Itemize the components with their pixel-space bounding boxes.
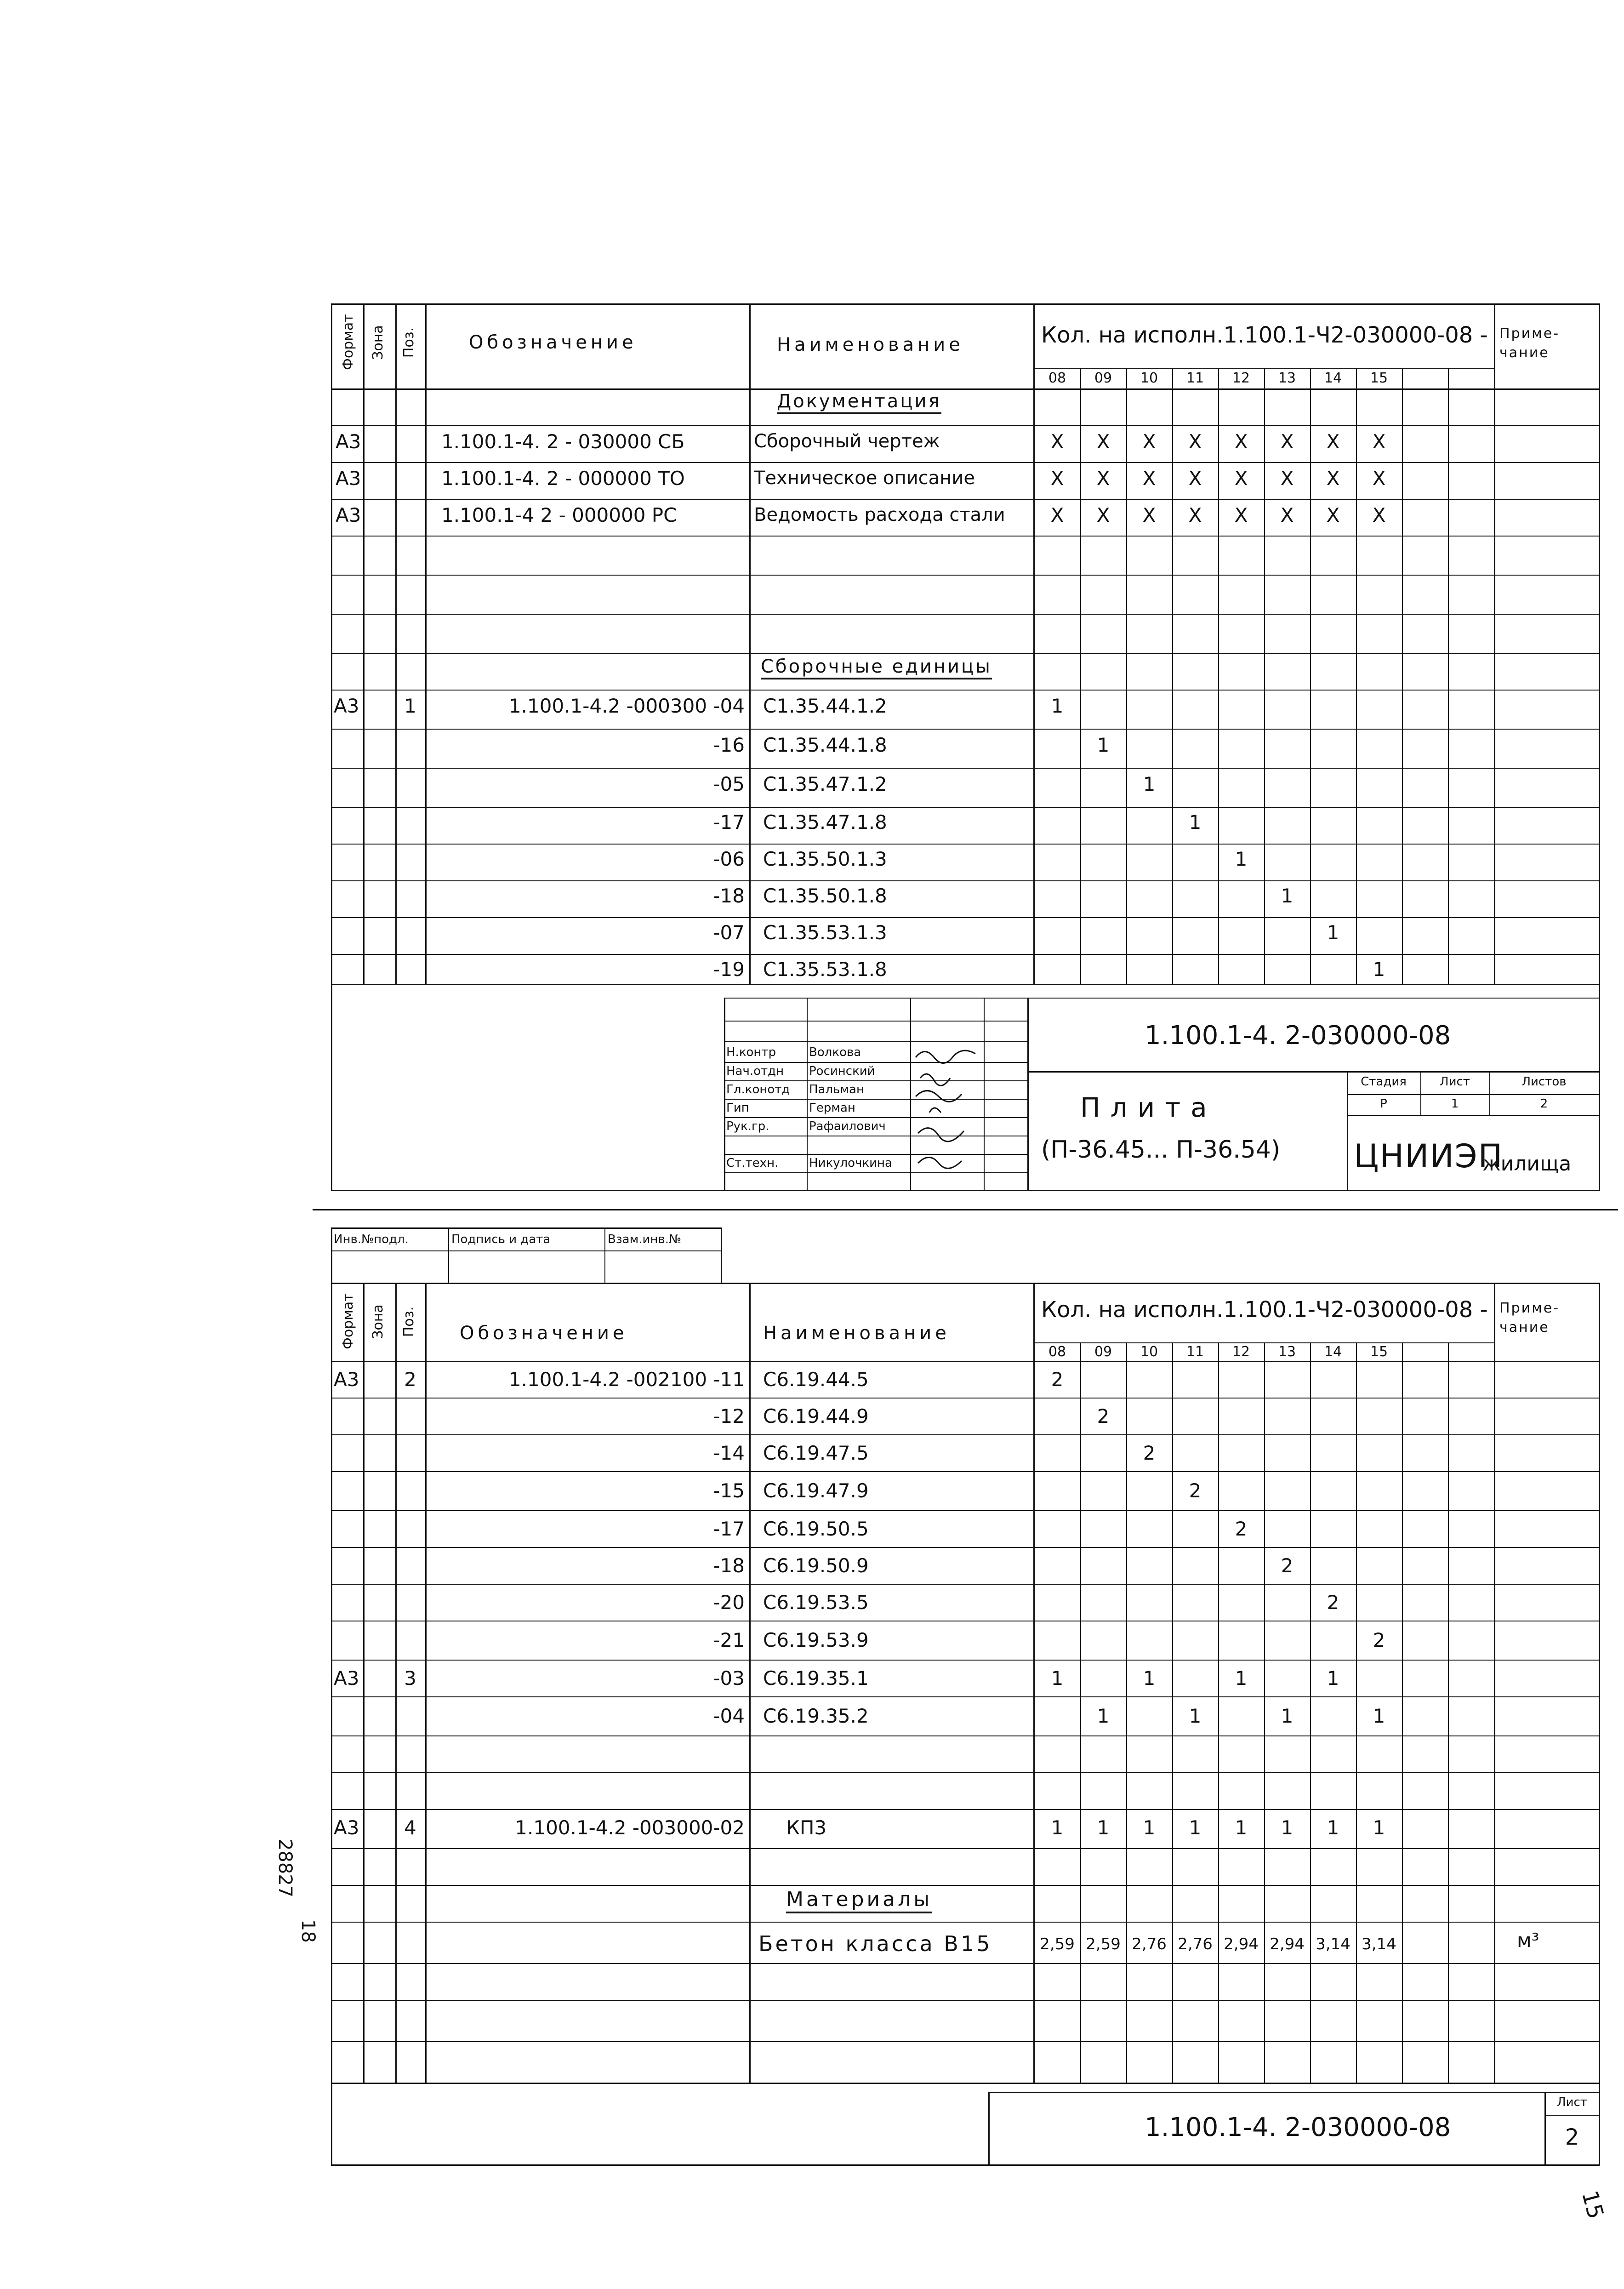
table-cell: Х bbox=[1188, 430, 1202, 453]
table-cell: С6.19.44.5 bbox=[763, 1368, 869, 1391]
table-cell: 4 bbox=[404, 1816, 416, 1839]
table-cell: С6.19.47.9 bbox=[763, 1479, 869, 1502]
table-cell: 3,14 bbox=[1362, 1935, 1396, 1953]
sheets-value: 2 bbox=[1540, 1097, 1548, 1111]
variant-15: 15 bbox=[1370, 1344, 1388, 1360]
product-subtitle: (П-36.45... П-36.54) bbox=[1041, 1136, 1281, 1164]
table-cell: А3 bbox=[334, 1368, 359, 1391]
table-cell: 1 bbox=[1051, 1816, 1064, 1839]
table-cell: 1 bbox=[1373, 1816, 1385, 1839]
header-note: Приме- чание bbox=[1499, 325, 1560, 361]
table-cell: -14 bbox=[713, 1442, 745, 1464]
table-cell: А3 bbox=[334, 1667, 359, 1690]
table-cell: Х bbox=[1326, 430, 1340, 453]
table-cell: 1.100.1-4.2 -003000-02 bbox=[515, 1816, 745, 1839]
table-cell: Сборочный чертеж bbox=[754, 431, 940, 452]
table-cell: 1.100.1-4. 2 - 000000 ТО bbox=[441, 467, 685, 490]
stamp-inv: Инв.№подл. bbox=[334, 1233, 409, 1246]
table-cell: С6.19.50.9 bbox=[763, 1554, 869, 1577]
table-cell: 1 bbox=[1373, 958, 1385, 981]
table-cell: 1 bbox=[1051, 1667, 1064, 1690]
table-cell: 1 bbox=[1327, 921, 1339, 944]
table-cell: -07 bbox=[713, 921, 745, 944]
table-cell: 1 bbox=[1143, 1816, 1156, 1839]
table-cell: А3 bbox=[336, 430, 361, 453]
table-cell: КП3 bbox=[786, 1816, 827, 1839]
table-cell: Техническое описание bbox=[754, 468, 975, 489]
header-designation: Обозначение bbox=[469, 332, 637, 353]
table-cell: С1.35.50.1.3 bbox=[763, 848, 887, 870]
table-cell: 1 bbox=[1097, 1816, 1110, 1839]
table-cell: С6.19.53.5 bbox=[763, 1591, 869, 1614]
stage-value: Р bbox=[1380, 1097, 1387, 1111]
table-cell: С6.19.35.2 bbox=[763, 1705, 869, 1727]
section-assembly-units: Сборочные единицы bbox=[761, 657, 992, 679]
header-zone: Зона bbox=[370, 325, 386, 360]
sheets-label: Листов bbox=[1521, 1075, 1567, 1089]
footer-sheet-value: 2 bbox=[1565, 2124, 1579, 2150]
table-cell: А3 bbox=[336, 467, 361, 490]
table-cell: -15 bbox=[713, 1479, 745, 1502]
header-pos: Поз. bbox=[401, 327, 417, 358]
person-name: Никулочкина bbox=[809, 1156, 892, 1170]
table-cell: 2,76 bbox=[1132, 1935, 1167, 1953]
stage-label: Стадия bbox=[1361, 1075, 1407, 1089]
table-cell: С6.19.35.1 bbox=[763, 1667, 869, 1690]
variant-14: 14 bbox=[1324, 1344, 1342, 1360]
table-cell: С1.35.53.1.8 bbox=[763, 958, 887, 981]
table-cell: С1.35.47.1.2 bbox=[763, 773, 887, 795]
table-cell: 2,59 bbox=[1086, 1935, 1121, 1953]
table-cell: 1 bbox=[1327, 1667, 1339, 1690]
table-cell: Х bbox=[1096, 504, 1110, 526]
stamp-swap-inv: Взам.инв.№ bbox=[608, 1233, 681, 1246]
table-cell: 1.100.1-4.2 -002100 -11 bbox=[508, 1368, 745, 1391]
section-documentation: Документация bbox=[777, 392, 941, 414]
role-label: Н.контр bbox=[726, 1045, 776, 1059]
table-cell: 1.100.1-4.2 -000300 -04 bbox=[508, 695, 745, 717]
table-cell: 1 bbox=[1051, 695, 1064, 717]
table-cell: 2 bbox=[1143, 1442, 1156, 1464]
header-zone: Зона bbox=[370, 1304, 386, 1339]
table-cell: Х bbox=[1142, 467, 1156, 490]
table-cell: 2 bbox=[1373, 1629, 1385, 1651]
table-cell: Х bbox=[1050, 504, 1064, 526]
table-cell: Х bbox=[1050, 430, 1064, 453]
person-name: Пальман bbox=[809, 1083, 864, 1096]
role-label: Ст.техн. bbox=[726, 1156, 779, 1170]
table-cell: А3 bbox=[336, 504, 361, 526]
table-cell: Х bbox=[1234, 504, 1248, 526]
header-name: Наименование bbox=[777, 334, 964, 355]
table-cell: м³ bbox=[1517, 1929, 1539, 1952]
table-cell: 1 bbox=[1143, 1667, 1156, 1690]
table-cell: Х bbox=[1188, 467, 1202, 490]
page-divider bbox=[313, 1209, 1618, 1210]
table-cell: -03 bbox=[713, 1667, 745, 1690]
header-designation: Обозначение bbox=[460, 1323, 628, 1344]
table-cell: 2 bbox=[1189, 1479, 1202, 1502]
role-label: Гип bbox=[726, 1101, 749, 1115]
variant-09: 09 bbox=[1094, 370, 1112, 386]
table-cell: 2,94 bbox=[1224, 1935, 1259, 1953]
table-cell: Х bbox=[1372, 504, 1386, 526]
role-label: Рук.гр. bbox=[726, 1119, 769, 1133]
header-name: Наименование bbox=[763, 1323, 950, 1344]
table-cell: 3,14 bbox=[1316, 1935, 1350, 1953]
variant-13: 13 bbox=[1278, 370, 1296, 386]
variant-10: 10 bbox=[1140, 1344, 1158, 1360]
table-cell: 1 bbox=[1281, 1705, 1294, 1727]
table-cell: Бетон класса В15 bbox=[758, 1931, 992, 1956]
table-cell: А3 bbox=[334, 1816, 359, 1839]
doc-number: 1.100.1-4. 2-030000-08 bbox=[1145, 1021, 1451, 1050]
table-cell: -18 bbox=[713, 1554, 745, 1577]
org-name: ЦНИИЭП bbox=[1354, 1137, 1504, 1175]
table-cell: С6.19.53.9 bbox=[763, 1629, 869, 1651]
table-cell: Х bbox=[1280, 504, 1294, 526]
table-cell: -20 bbox=[713, 1591, 745, 1614]
table-cell: 1 bbox=[1143, 773, 1156, 795]
table-cell: 1.100.1-4. 2 - 030000 СБ bbox=[441, 430, 685, 453]
table-cell: С1.35.50.1.8 bbox=[763, 885, 887, 907]
table-cell: 1 bbox=[404, 695, 416, 717]
table-cell: 1 bbox=[1235, 1816, 1248, 1839]
variant-09: 09 bbox=[1094, 1344, 1112, 1360]
table-cell: -21 bbox=[713, 1629, 745, 1651]
header-pos: Поз. bbox=[401, 1306, 417, 1337]
table-cell: 1 bbox=[1097, 1705, 1110, 1727]
table-cell: 1.100.1-4 2 - 000000 РС bbox=[441, 504, 677, 526]
table-cell: 1 bbox=[1327, 1816, 1339, 1839]
table-cell: 1 bbox=[1189, 1816, 1202, 1839]
footer-sheet-label: Лист bbox=[1557, 2095, 1587, 2109]
header-format: Формат bbox=[340, 314, 356, 370]
table-cell: Х bbox=[1372, 467, 1386, 490]
table-cell: Х bbox=[1234, 467, 1248, 490]
table-cell: Х bbox=[1280, 430, 1294, 453]
table-cell: С6.19.44.9 bbox=[763, 1405, 869, 1427]
table-cell: 1 bbox=[1373, 1705, 1385, 1727]
table-cell: Х bbox=[1326, 504, 1340, 526]
table-cell: 2 bbox=[1281, 1554, 1294, 1577]
table-cell: 1 bbox=[1189, 1705, 1202, 1727]
frame-right bbox=[1599, 303, 1600, 1191]
role-label: Нач.отдн bbox=[726, 1064, 784, 1078]
variant-10: 10 bbox=[1140, 370, 1158, 386]
person-name: Рафаилович bbox=[809, 1119, 886, 1133]
variant-15: 15 bbox=[1370, 370, 1388, 386]
page-mark: 18 bbox=[297, 1919, 319, 1943]
table-cell: -17 bbox=[713, 811, 745, 833]
table-cell: Х bbox=[1142, 430, 1156, 453]
variant-12: 12 bbox=[1232, 370, 1250, 386]
table-cell: 2 bbox=[1051, 1368, 1064, 1391]
sheet-value: 1 bbox=[1451, 1097, 1459, 1111]
table-cell: -05 bbox=[713, 773, 745, 795]
frame-left bbox=[331, 303, 332, 1191]
table-cell: 2,94 bbox=[1270, 1935, 1305, 1953]
table-cell: 2 bbox=[1235, 1518, 1248, 1540]
frame-top bbox=[331, 303, 1600, 305]
table-cell: Х bbox=[1096, 467, 1110, 490]
table-cell: С1.35.44.1.8 bbox=[763, 734, 887, 756]
table-cell: А3 bbox=[334, 695, 359, 717]
person-name: Герман bbox=[809, 1101, 855, 1115]
table-cell: 1 bbox=[1235, 1667, 1248, 1690]
footer-doc-number: 1.100.1-4. 2-030000-08 bbox=[1145, 2112, 1451, 2142]
table-cell: 2,59 bbox=[1040, 1935, 1075, 1953]
person-name: Росинский bbox=[809, 1064, 875, 1078]
table-cell: С1.35.44.1.2 bbox=[763, 695, 887, 717]
stamp-sign-date: Подпись и дата bbox=[451, 1233, 551, 1246]
header-qty-label: Кол. на исполн.1.100.1-Ч2-030000-08 - bbox=[1041, 1297, 1488, 1323]
table-cell: -17 bbox=[713, 1518, 745, 1540]
role-label: Гл.конотд bbox=[726, 1083, 790, 1096]
variant-11: 11 bbox=[1186, 370, 1204, 386]
table-cell: Х bbox=[1326, 467, 1340, 490]
variant-08: 08 bbox=[1048, 1344, 1066, 1360]
table-cell: Х bbox=[1188, 504, 1202, 526]
table-cell: С6.19.47.5 bbox=[763, 1442, 869, 1464]
variant-11: 11 bbox=[1186, 1344, 1204, 1360]
sheet-label: Лист bbox=[1440, 1075, 1470, 1089]
table-cell: 1 bbox=[1097, 734, 1110, 756]
product-title: Плита bbox=[1080, 1092, 1217, 1123]
table-cell: -06 bbox=[713, 848, 745, 870]
table-cell: 2 bbox=[404, 1368, 416, 1391]
table-cell: С1.35.47.1.8 bbox=[763, 811, 887, 833]
table-cell: С6.19.50.5 bbox=[763, 1518, 869, 1540]
header-qty-label: Кол. на исполн.1.100.1-Ч2-030000-08 - bbox=[1041, 322, 1488, 348]
table-cell: -16 bbox=[713, 734, 745, 756]
table-cell: Х bbox=[1096, 430, 1110, 453]
table-cell: -19 bbox=[713, 958, 745, 981]
frame-bottom bbox=[331, 1190, 1600, 1191]
section-materials: Материалы bbox=[786, 1889, 932, 1913]
variant-14: 14 bbox=[1324, 370, 1342, 386]
table-cell: С1.35.53.1.3 bbox=[763, 921, 887, 944]
person-name: Волкова bbox=[809, 1045, 861, 1059]
inv-number: 28827 bbox=[274, 1839, 296, 1898]
table-cell: Х bbox=[1142, 504, 1156, 526]
variant-13: 13 bbox=[1278, 1344, 1296, 1360]
table-cell: 2 bbox=[1097, 1405, 1110, 1427]
table-cell: 1 bbox=[1281, 885, 1294, 907]
table-cell: 2 bbox=[1327, 1591, 1339, 1614]
table-cell: Х bbox=[1050, 467, 1064, 490]
table-cell: Х bbox=[1234, 430, 1248, 453]
org-suffix: жилища bbox=[1482, 1152, 1572, 1176]
table-cell: -12 bbox=[713, 1405, 745, 1427]
page-number: 15 bbox=[1576, 2187, 1609, 2222]
table-cell: -18 bbox=[713, 885, 745, 907]
signatures-icon bbox=[911, 1044, 982, 1172]
table-cell: Х bbox=[1372, 430, 1386, 453]
variant-12: 12 bbox=[1232, 1344, 1250, 1360]
header-note: Приме- чание bbox=[1499, 1300, 1560, 1336]
table-cell: 2,76 bbox=[1178, 1935, 1213, 1953]
table-cell: Ведомость расхода стали bbox=[754, 504, 1005, 525]
table-cell: 1 bbox=[1235, 848, 1248, 870]
variant-08: 08 bbox=[1048, 370, 1066, 386]
table-cell: 1 bbox=[1281, 1816, 1294, 1839]
table-cell: 1 bbox=[1189, 811, 1202, 833]
table-cell: 3 bbox=[404, 1667, 416, 1690]
table-cell: -04 bbox=[713, 1705, 745, 1727]
header-format: Формат bbox=[340, 1293, 356, 1349]
table-cell: Х bbox=[1280, 467, 1294, 490]
